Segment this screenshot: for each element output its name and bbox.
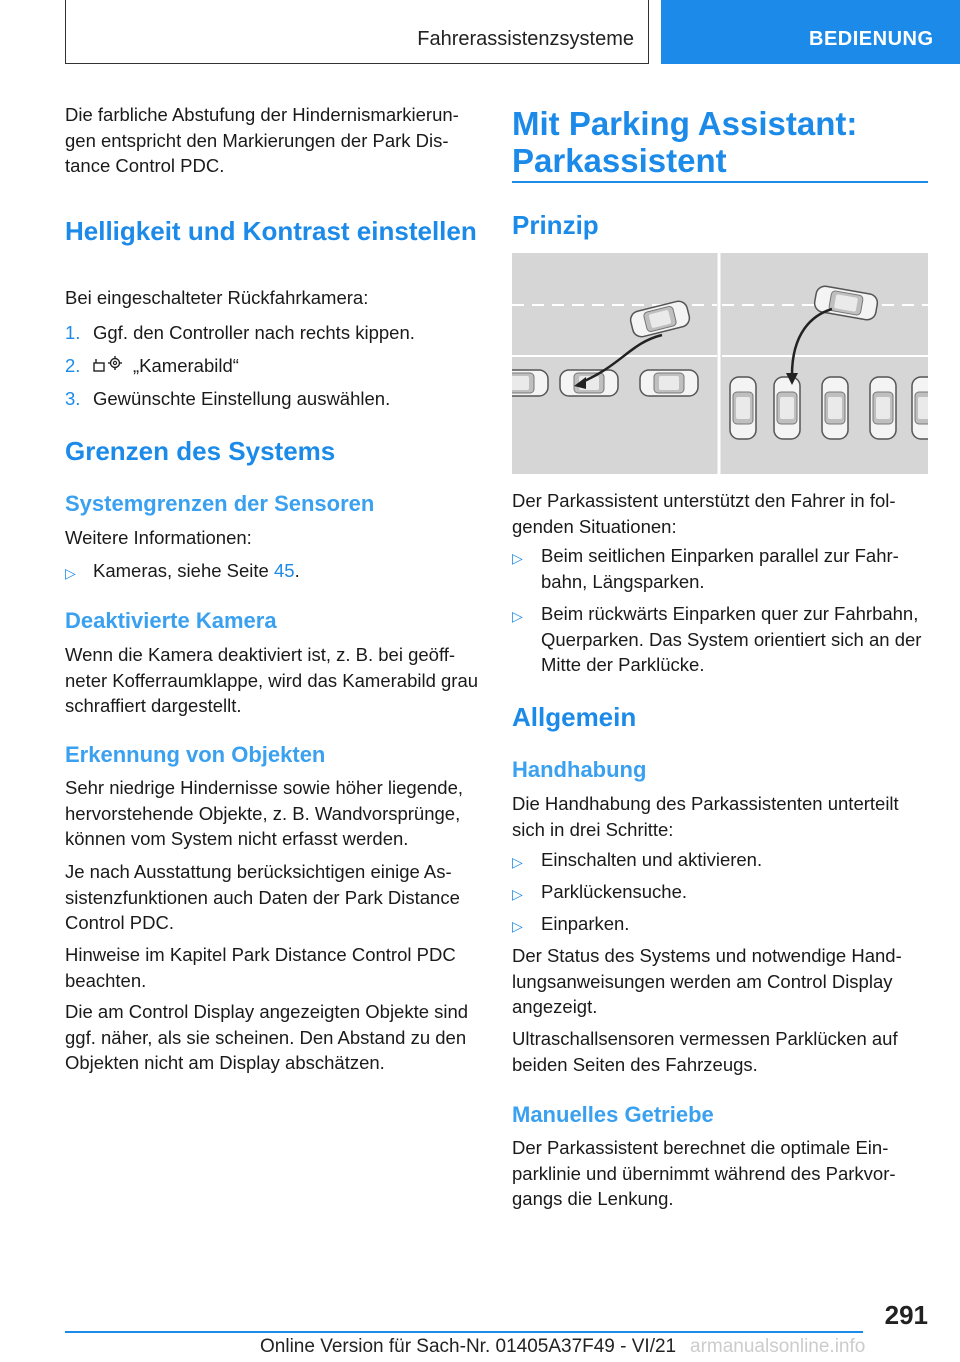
triangle-bullet-icon: ▷ <box>65 565 76 581</box>
camera-settings-icon <box>92 354 124 376</box>
heading-brightness: Helligkeit und Kontrast einstellen <box>65 216 477 246</box>
objects-paragraph-1: Sehr niedrige Hindernisse sowie höher liegende, hervorstehende Objekte, z. B. Wandvorsprünge, können vom System nicht erfasst werden. <box>65 777 463 849</box>
sensor-intro: Weitere Informationen: <box>65 527 252 548</box>
footer-online-version: Online Version für Sach-Nr. 01405A37F49 - VI/21 <box>260 1336 677 1357</box>
manual-text: Der Parkassistent berechnet die optimale Ein-parklinie und übernimmt während des Parkvor-gangs die Lenkung. <box>512 1137 896 1209</box>
heading-deactivated-camera: Deaktivierte Kamera <box>65 608 277 633</box>
heading-object-detection: Erkennung von Objekten <box>65 742 326 767</box>
heading-general: Allgemein <box>512 702 637 732</box>
heading-manual-transmission: Manuelles Getriebe <box>512 1102 714 1127</box>
handling-paragraph-2: Ultraschallsensoren vermessen Parklücken auf beiden Seiten des Fahrzeugs. <box>512 1028 898 1075</box>
handling-item-text: Einschalten und aktivieren. <box>541 849 763 870</box>
brightness-intro: Bei eingeschalteter Rückfahrkamera: <box>65 287 369 308</box>
heading-sensor-limits: Systemgrenzen der Sensoren <box>65 491 375 516</box>
heading-handling: Handhabung <box>512 757 647 782</box>
objects-paragraph-4: Die am Control Display angezeigten Objekte sind ggf. näher, als sie scheinen. Den Abstand zu den Objekten nicht am Display abschätzen. <box>65 1001 469 1073</box>
handling-item-text: Parklückensuche. <box>541 881 688 902</box>
step-number: 2. <box>65 355 81 376</box>
watermark: armanualsonline.info <box>690 1336 866 1357</box>
heading-limits: Grenzen des Systems <box>65 436 336 466</box>
objects-paragraph-3: Hinweise im Kapitel Park Distance Control PDC beachten. <box>65 944 456 991</box>
triangle-bullet-icon: ▷ <box>512 886 523 902</box>
objects-paragraph-2: Je nach Ausstattung berücksichtigen einige As-sistenzfunktionen auch Daten der Park Distance Control PDC. <box>65 861 460 933</box>
triangle-bullet-icon: ▷ <box>512 608 523 624</box>
page-number: 291 <box>884 1300 928 1330</box>
handling-paragraph-1: Der Status des Systems und notwendige Hand-lungsanweisungen werden am Control Display angezeigt. <box>512 945 902 1017</box>
heading-parking-assistant: Mit Parking Assistant: Parkassistent <box>512 105 858 179</box>
step-number: 3. <box>65 388 81 409</box>
heading-rule <box>512 181 928 183</box>
triangle-bullet-icon: ▷ <box>512 550 523 566</box>
deactivated-text: Wenn die Kamera deaktiviert ist, z. B. bei geöff-neter Kofferraumklappe, wird das Kamerabild grau schraffiert dargestellt. <box>65 644 479 716</box>
handling-intro: Die Handhabung des Parkassistenten unterteilt sich in drei Schritte: <box>512 793 899 840</box>
header-section-box <box>65 0 649 64</box>
header-tab[interactable] <box>661 0 960 64</box>
principle-item-text: Beim rückwärts Einparken quer zur Fahrbahn, Querparken. Das System orientiert sich an der Mitte der Parklücke. <box>541 603 922 675</box>
step-text: „Kamerabild“ <box>133 355 239 376</box>
footer-rule <box>65 1331 863 1333</box>
principle-item-text: Beim seitlichen Einparken parallel zur Fahr-bahn, Längsparken. <box>541 545 899 592</box>
step-text: Gewünschte Einstellung auswählen. <box>93 388 391 409</box>
principle-intro: Der Parkassistent unterstützt den Fahrer in fol-genden Situationen: <box>512 490 896 537</box>
parking-illustration <box>512 253 928 474</box>
triangle-bullet-icon: ▷ <box>512 918 523 934</box>
page-link[interactable]: 45 <box>273 560 295 581</box>
header-tab-label: BEDIENUNG <box>809 28 934 50</box>
heading-principle: Prinzip <box>512 210 599 240</box>
intro-paragraph: Die farbliche Abstufung der Hindernismarkierun-gen entspricht den Markierungen der Park Dis-tance Control PDC. <box>65 104 459 176</box>
triangle-bullet-icon: ▷ <box>512 854 523 870</box>
sensor-item-text: Kameras, siehe Seite <box>93 560 274 581</box>
step-text: Ggf. den Controller nach rechts kippen. <box>93 322 415 343</box>
handling-item-text: Einparken. <box>541 913 630 934</box>
step-number: 1. <box>65 322 81 343</box>
header-section-title: Fahrerassistenzsysteme <box>417 28 634 50</box>
